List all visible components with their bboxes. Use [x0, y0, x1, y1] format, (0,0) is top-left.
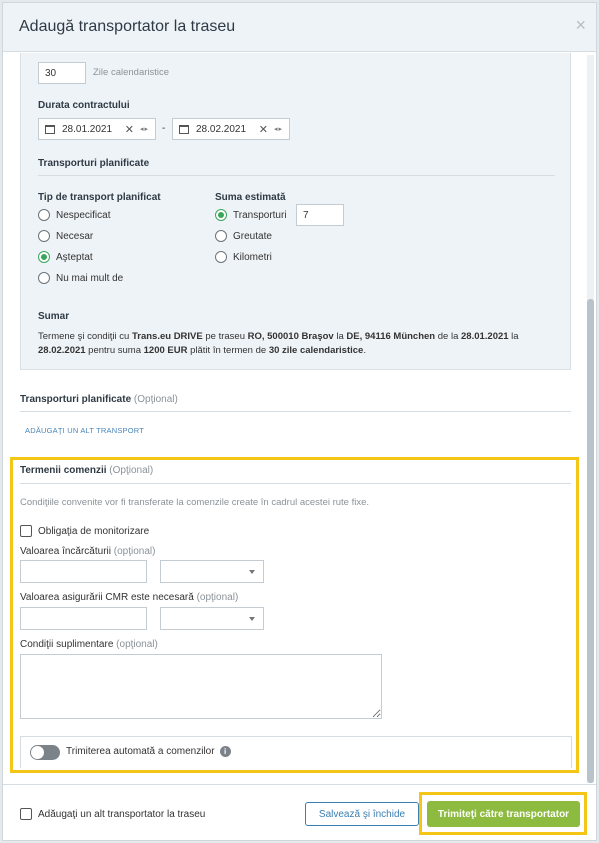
summary-text-part: la — [333, 331, 347, 342]
modal-footer — [3, 784, 596, 841]
radio-circle — [215, 230, 227, 242]
modal-title: Adaugă transportator la traseu — [19, 18, 236, 35]
radio-circle — [215, 209, 227, 221]
extra-conditions-textarea[interactable] — [20, 654, 382, 719]
checkbox-box — [20, 525, 32, 537]
contract-duration-label: Durata contractului — [38, 100, 130, 111]
radio-label: Aşteptat — [56, 251, 93, 263]
summary-text-part: pe traseu — [202, 331, 248, 342]
summary-end-date: 28.02.2021 — [38, 345, 86, 356]
radio-required[interactable] — [38, 230, 93, 242]
contract-start-date-input[interactable] — [38, 118, 156, 140]
cmr-insurance-label — [20, 592, 238, 603]
calendar-icon — [45, 125, 55, 134]
summary-start-date: 28.01.2021 — [461, 331, 509, 342]
date-range-separator: - — [162, 123, 166, 134]
field-label: Valoarea încărcăturii — [20, 546, 111, 557]
start-date-value: 28.01.2021 — [62, 123, 113, 135]
radio-label: Kilometri — [233, 251, 272, 263]
planned-transports-heading: Transporturi planificate — [38, 158, 150, 169]
toggle-label: Trimiterea automată a comenzilor — [66, 746, 215, 757]
radio-label: Greutate — [233, 230, 272, 242]
radio-expected[interactable] — [38, 251, 93, 263]
contract-end-date-input[interactable] — [172, 118, 290, 140]
radio-circle — [38, 251, 50, 263]
field-label: Condiţii suplimentare — [20, 639, 114, 650]
date-arrows-icon[interactable]: ◂▸ — [139, 126, 149, 133]
extra-conditions-label — [20, 639, 158, 650]
contract-summary-panel — [20, 53, 571, 370]
divider — [38, 175, 555, 176]
summary-heading: Sumar — [38, 311, 70, 322]
transport-type-label: Tip de transport planificat — [38, 192, 161, 203]
radio-label: Nu mai mult de — [56, 272, 124, 284]
checkbox-box — [20, 808, 32, 820]
auto-send-toggle[interactable] — [30, 745, 60, 760]
radio-label: Necesar — [56, 230, 94, 242]
divider — [20, 483, 571, 484]
monitoring-checkbox[interactable] — [20, 525, 149, 537]
radio-transports[interactable] — [215, 209, 287, 221]
date-arrows-icon[interactable]: ◂▸ — [273, 126, 283, 133]
payment-days-unit: Zile calendaristice — [93, 67, 170, 78]
radio-circle — [38, 230, 50, 242]
clear-icon[interactable]: ✕ — [258, 123, 268, 136]
radio-label: Nespecificat — [56, 209, 111, 221]
scrollbar-thumb[interactable] — [587, 299, 594, 783]
summary-company: Trans.eu DRIVE — [131, 331, 203, 342]
modal-header — [3, 3, 596, 52]
add-carrier-modal — [2, 2, 597, 841]
checkbox-label: Adăugaţi un alt transportator la traseu — [38, 808, 206, 820]
clear-icon[interactable]: ✕ — [124, 123, 134, 136]
summary-text-part: Termene şi condiţii cu — [38, 331, 132, 342]
radio-no-more-than[interactable] — [38, 272, 123, 284]
add-another-carrier-checkbox[interactable] — [20, 808, 205, 820]
radio-circle — [215, 251, 227, 263]
cargo-value-input[interactable] — [20, 560, 147, 583]
radio-kilometers[interactable] — [215, 251, 272, 263]
summary-origin: RO, 500010 Braşov — [247, 331, 334, 342]
summary-text — [38, 330, 558, 358]
cargo-value-label — [20, 546, 155, 557]
optional-tag: (Opţional) — [133, 394, 178, 405]
cargo-currency-select[interactable] — [160, 560, 264, 583]
summary-amount: 1200 EUR — [143, 345, 188, 356]
radio-weight[interactable] — [215, 230, 272, 242]
order-terms-title — [20, 465, 153, 476]
estimated-amount-input[interactable]: 7 — [296, 204, 344, 226]
optional-tag: (opţional) — [196, 592, 239, 603]
modal-body — [3, 53, 588, 783]
planned-transports-section-title — [20, 394, 178, 405]
summary-text-part: la — [508, 331, 519, 342]
send-to-carrier-button[interactable]: Trimiteţi către transportator — [427, 801, 580, 827]
end-date-value: 28.02.2021 — [196, 123, 247, 135]
cmr-insurance-input[interactable] — [20, 607, 147, 630]
payment-days-input[interactable]: 30 — [38, 62, 86, 84]
cmr-currency-select[interactable] — [160, 607, 264, 630]
radio-circle — [38, 272, 50, 284]
summary-text-part: pentru suma — [85, 345, 144, 356]
optional-tag: (Opţional) — [109, 465, 154, 476]
summary-term: 30 zile calendaristice — [268, 345, 364, 356]
chevron-down-icon — [249, 570, 255, 574]
close-icon[interactable]: × — [575, 15, 586, 35]
calendar-icon — [179, 125, 189, 134]
add-another-transport-link[interactable]: ADĂUGAŢI UN ALT TRANSPORT — [25, 426, 145, 435]
chevron-down-icon — [249, 617, 255, 621]
optional-tag: (opţional) — [113, 546, 156, 557]
optional-tag: (opţional) — [116, 639, 158, 650]
summary-destination: DE, 94116 München — [346, 331, 436, 342]
section-title-text: Transporturi planificate — [20, 394, 132, 405]
save-close-button[interactable]: Salvează şi închide — [305, 802, 419, 826]
divider — [20, 411, 571, 412]
auto-send-label — [66, 746, 231, 757]
radio-label: Transporturi — [233, 209, 287, 221]
field-label: Valoarea asigurării CMR este necesară — [20, 592, 194, 603]
summary-text-part: de la — [435, 331, 461, 342]
summary-text-part: . — [363, 345, 366, 356]
radio-circle — [38, 209, 50, 221]
summary-text-part: plătit în termen de — [187, 345, 269, 356]
info-icon[interactable]: i — [220, 746, 231, 757]
estimated-amount-label: Suma estimată — [215, 192, 286, 203]
section-title-text: Termenii comenzii — [20, 465, 107, 476]
checkbox-label: Obligaţia de monitorizare — [38, 525, 150, 537]
order-terms-description: Condiţiile convenite vor fi transferate la comenzile create în cadrul acestei rute fixe. — [20, 497, 370, 508]
radio-unspecified[interactable] — [38, 209, 110, 221]
